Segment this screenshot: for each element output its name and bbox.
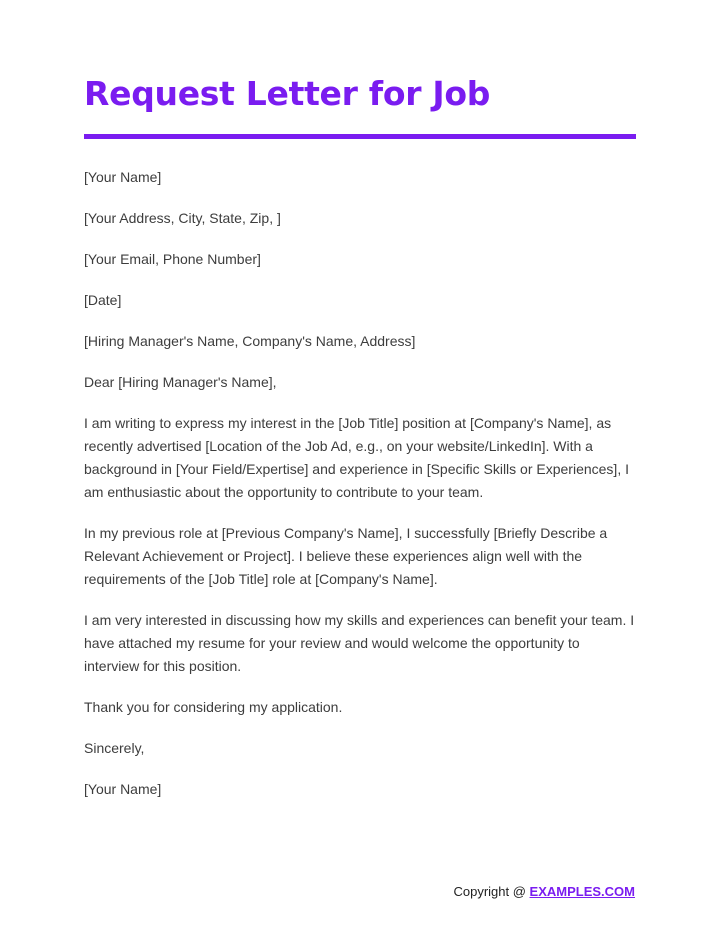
letter-body: [84, 166, 636, 819]
recipient-details: [Hiring Manager's Name, Company's Name, Address]: [84, 333, 416, 349]
copyright-footer: [453, 884, 635, 899]
paragraph-experience: In my previous role at [Previous Company's Name], I successfully [Briefly Describe a Relevant Achievement or Project]. I believe these experiences align well with the requirements of the [Job Title] role at [Company's Name].: [84, 525, 608, 587]
page-title: Request Letter for Job: [84, 74, 491, 113]
paragraph-interview: I am very interested in discussing how my skills and experiences can benefit your team. I have attached my resume for your review and would welcome the opportunity to interview for this position.: [84, 612, 635, 674]
sender-name: [Your Name]: [84, 169, 162, 185]
examples-link[interactable]: EXAMPLES.COM: [529, 884, 635, 899]
paragraph-interest: I am writing to express my interest in the [Job Title] position at [Company's Name], as recently advertised [Location of the Job Ad, e.g., on your website/LinkedIn]. With a background in [Your Field/Expertise] and experience in [Specific Skills or Experiences], I am enthusiastic about the opportunity to contribute to your team.: [84, 415, 629, 500]
copyright-prefix: Copyright @: [453, 884, 530, 899]
paragraph-thanks: Thank you for considering my application.: [84, 699, 343, 715]
signature: [Your Name]: [84, 781, 162, 797]
letter-date: [Date]: [84, 292, 122, 308]
sender-contact: [Your Email, Phone Number]: [84, 251, 261, 267]
closing: Sincerely,: [84, 740, 145, 756]
title-divider: [84, 134, 636, 139]
sender-address: [Your Address, City, State, Zip, ]: [84, 210, 281, 226]
salutation: Dear [Hiring Manager's Name],: [84, 374, 277, 390]
